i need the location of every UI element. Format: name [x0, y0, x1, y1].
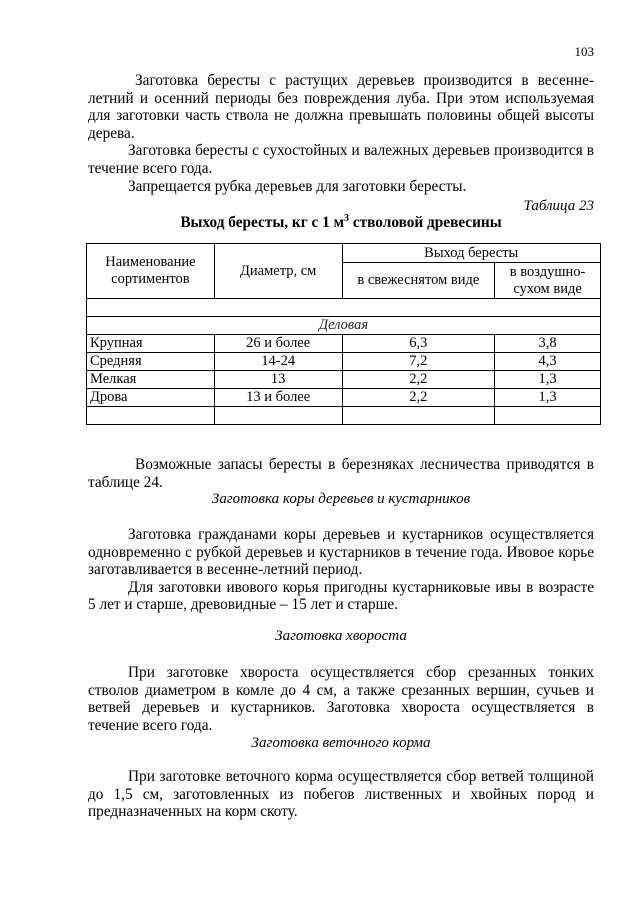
cell-dry: 1,3 — [495, 371, 601, 389]
cell-name: Дрова — [87, 389, 215, 407]
section-label: Деловая — [87, 317, 601, 335]
paragraph: Заготовка гражданами коры деревьев и кустарников осуществляется одновременно с рубкой деревьев и кустарников в течение года. Ивовое корье заготавливается в весенне-летний период. — [88, 526, 594, 579]
cell-dry: 4,3 — [495, 353, 601, 371]
header-diameter: Диаметр, см — [214, 244, 342, 299]
empty-cell — [87, 407, 215, 425]
cell-name: Средняя — [87, 353, 215, 371]
cell-fresh: 7,2 — [342, 353, 495, 371]
section-branch-fodder-text — [88, 768, 594, 821]
cell-fresh: 2,2 — [342, 389, 495, 407]
table-title — [88, 214, 594, 232]
cell-diameter: 13 — [214, 371, 342, 389]
table-label: Таблица 23 — [523, 198, 594, 214]
cell-name: Мелкая — [87, 371, 215, 389]
table-title-text-end: стволовой древесины — [349, 214, 502, 231]
cell-dry: 1,3 — [495, 389, 601, 407]
cell-diameter: 26 и более — [214, 335, 342, 353]
header-fresh: в свежеснятом виде — [342, 263, 495, 299]
section-heading-brushwood: Заготовка хвороста — [275, 628, 407, 644]
header-yield-group: Выход бересты — [342, 244, 601, 263]
empty-cell — [342, 407, 495, 425]
table-row-empty — [87, 299, 601, 317]
section-heading-bark: Заготовка коры деревьев и кустарников — [211, 491, 471, 507]
cell-dry: 3,8 — [495, 335, 601, 353]
table-row-section — [87, 317, 601, 335]
cell-diameter: 13 и более — [214, 389, 342, 407]
paragraph: Заготовка бересты с сухостойных и валежных деревьев производится в течение всего года. — [88, 142, 594, 177]
paragraph: При заготовке хвороста осуществляется сбор срезанных тонких стволов диаметром в комле до 4 см, а также срезанных вершин, сучьев и ветвей деревьев и кустарников. Заготовка хвороста осуществляется в течение всего года. — [88, 664, 594, 734]
paragraph: При заготовке веточного корма осуществляется сбор ветвей толщиной до 1,5 см, заготовленных из побегов лиственных и хвойных пород и предназначенных на корм скоту. — [88, 768, 594, 821]
header-dry: в воздушно-сухом виде — [495, 263, 601, 299]
paragraph-after-table — [88, 456, 594, 491]
top-paragraphs — [88, 72, 594, 195]
table-row — [87, 389, 601, 407]
table-row-empty — [87, 407, 601, 425]
table-row — [87, 371, 601, 389]
table-row — [87, 335, 601, 353]
cell-diameter: 14-24 — [214, 353, 342, 371]
cell-name: Крупная — [87, 335, 215, 353]
cell-fresh: 2,2 — [342, 371, 495, 389]
table-title-text: Выход бересты, кг с 1 м — [180, 214, 345, 231]
header-name: Наименование сортиментов — [87, 244, 215, 299]
paragraph: Запрещается рубка деревьев для заготовки бересты. — [128, 177, 467, 195]
table-row — [87, 353, 601, 371]
paragraph: Возможные запасы бересты в березняках лесничества приводятся в таблице 24. — [88, 456, 594, 491]
bark-yield-table — [86, 243, 601, 425]
page-number: 103 — [574, 44, 594, 59]
cell-fresh: 6,3 — [342, 335, 495, 353]
empty-cell — [214, 407, 342, 425]
section-brushwood-text — [88, 664, 594, 734]
empty-cell — [495, 407, 601, 425]
empty-cell — [87, 299, 601, 317]
section-heading-branch-fodder: Заготовка веточного корма — [251, 735, 431, 751]
table-title-superscript: 3 — [344, 212, 350, 224]
paragraph: Для заготовки ивового корья пригодны кустарниковые ивы в возрасте 5 лет и старше, древовидные – 15 лет и старше. — [88, 578, 594, 614]
paragraph: Заготовка бересты с растущих деревьев производится в весенне-летний и осенний периоды без повреждения луба. При этом используемая для заготовки часть ствола не должна превышать половины общей высоты дерева. — [88, 72, 594, 142]
section-bark-text — [88, 526, 594, 614]
